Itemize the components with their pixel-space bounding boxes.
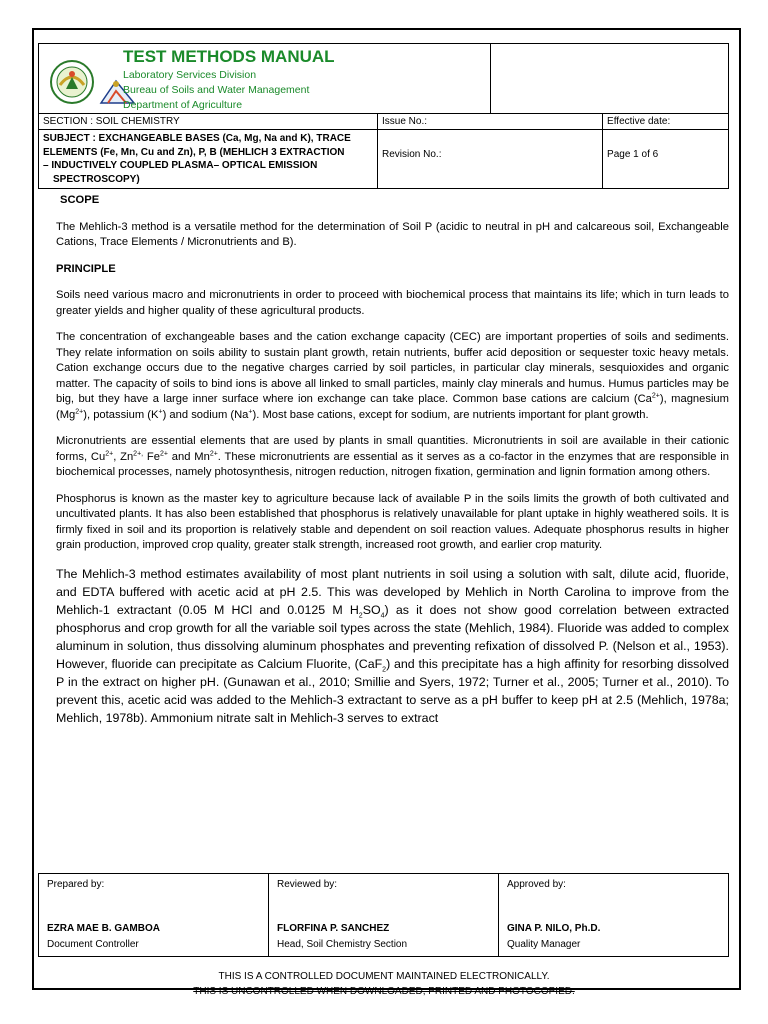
revision-no-cell xyxy=(378,130,603,189)
bureau-name: Bureau of Soils and Water Management xyxy=(123,84,310,96)
department-name: Department of Agriculture xyxy=(123,99,243,111)
subject-line-3: – INDUCTIVELY COUPLED PLASMA– OPTICAL EMISSION xyxy=(43,160,318,171)
subject-line-4: SPECTROSCOPY) xyxy=(53,173,140,185)
prepared-by-cell xyxy=(39,874,269,957)
prepared-by-role: Document Controller xyxy=(47,939,139,950)
header-blank-cell xyxy=(490,44,728,114)
paragraph-3: Micronutrients are essential elements that are used by plants in small quantities. Micronutrients in soil are available in their cationic forms, $Cu^{2+}$, $Zn^{2+,}$ $Fe^{2+}$ and $Mn^{2+}$. These micronutrients are essential as it serves as a co-factor in the enzymes that are responsible in biochemical processes, namely photosynthesis, nitrogen reduction, nitrogen fixation, germination and lignin formation among others. xyxy=(56,435,729,478)
section-cell: SECTION : SOIL CHEMISTRY xyxy=(39,114,378,130)
revision-no-label: Revision No.: xyxy=(382,149,442,160)
subject-line-2: ELEMENTS (Fe, Mn, Cu and Zn), P, B (MEHLICH 3 EXTRACTION xyxy=(43,146,345,158)
subject-line-1: SUBJECT : EXCHANGEABLE BASES (Ca, Mg, Na and K), TRACE xyxy=(43,133,351,144)
scope-paragraph: The Mehlich-3 method is a versatile method for the determination of Soil P (acidic to neutral in pH and calcareous soil, Exchangeable Cations, Trace Elements / Micronutrients and B). xyxy=(56,220,729,248)
principle-heading: PRINCIPLE xyxy=(56,262,116,275)
subject-cell xyxy=(39,130,378,189)
page-number: Page 1 of 6 xyxy=(607,149,659,160)
uncontrolled-document-notice: THIS IS UNCONTROLLED WHEN DOWNLOADED, PRINTED AND PHOTOCOPIED. xyxy=(193,986,575,997)
approved-by-label: Approved by: xyxy=(507,879,566,890)
approved-by-role: Quality Manager xyxy=(507,939,581,950)
controlled-document-notice: THIS IS A CONTROLLED DOCUMENT MAINTAINED ELECTRONICALLY. xyxy=(218,971,550,982)
document-body xyxy=(56,193,729,727)
prepared-by-name: EZRA MAE B. GAMBOA xyxy=(47,923,160,934)
reviewed-by-label: Reviewed by: xyxy=(277,879,338,890)
paragraph-5: The Mehlich-3 method estimates availability of most plant nutrients in soil using a solution with salt, dilute acid, fluoride, and EDTA buffered with acetic acid at pH 2.5. This was developed by Mehlich in North Carolina to improve from the Mehlich-1 extractant (0.05 M HCl and 0.0125 M $H_2SO_4$) as it does not show good correlation between extracted phosphorus and crop growth for all the variable soil types across the state (Mehlich, 1984). Fluoride was added to complex aluminum in solution, thus dissolving aluminum phosphates and preventing refixation of dissolved P. (Nelson et al., 1953). However, fluoride can precipitate as Calcium Fluorite, (CaF$_2$) and this precipitate has a high affinity for resorbing dissolved P in the extract on higher pH. (Gunawan et al., 2010; Smillie and Syers, 1972; Turner et al., 2005; Turner et al., 2010). To prevent this, acetic acid was added to the Mehlich-3 extractant to serve as a pH buffer to keep pH at 2.5 (Mehlich, 1978a; Mehlich, 1978b). Ammonium nitrate salt in Mehlich-3 serves to extract xyxy=(56,566,729,725)
paragraph-1: Soils need various macro and micronutrients in order to proceed with biochemical process that maintains its life; which in turn leads to greater yields and higher quality of these agricultural products. xyxy=(56,289,729,317)
document-header-table xyxy=(38,43,729,189)
approved-by-cell xyxy=(499,874,729,957)
approved-by-name: GINA P. NILO, Ph.D. xyxy=(507,923,601,934)
page-number-cell xyxy=(603,130,729,189)
effective-date-cell: Effective date: xyxy=(603,114,729,130)
prepared-by-label: Prepared by: xyxy=(47,879,105,890)
brand-cell xyxy=(39,44,491,114)
reviewed-by-cell xyxy=(269,874,499,957)
manual-title: TEST METHODS MANUAL xyxy=(123,47,335,66)
paragraph-2: The concentration of exchangeable bases and the cation exchange capacity (CEC) are important properties of soils and sediments. They relate information on soils ability to sustain plant growth, retain nutrients, buffer acid deposition or sequester toxic heavy metals. Cation exchange occurs due to the negative charges carried by soil particles, in particular clay minerals, sesquioxides and organic matter. The capacity of soils to bind ions is above all linked to small particles, mainly clay minerals and humus. Humus particles may be big, but they have a large inner surface where ion exchange can take place. Common base cations are calcium $(Ca^{2+})$, magnesium $(Mg^{2+})$, potassium (K+) and sodium (Na+). Most base cations, except for sodium, are nutrients important for plant growth. xyxy=(56,331,729,421)
reviewed-by-name: FLORFINA P. SANCHEZ xyxy=(277,923,390,934)
brand-text xyxy=(123,46,335,113)
scope-heading: SCOPE xyxy=(60,194,100,206)
division-name: Laboratory Services Division xyxy=(123,69,257,81)
issue-no-cell: Issue No.: xyxy=(378,114,603,130)
reviewed-by-role: Head, Soil Chemistry Section xyxy=(277,939,408,950)
paragraph-4: Phosphorus is known as the master key to agriculture because lack of available P in the soils limits the growth of both cultivated and uncultivated plants. It has also been established that phosphorus is relatively unavailable for plant uptake in highly weathered soils. It is firmly fixed in soil and its proportion is relatively stable and dependent on soil reaction values. Adequate phosphorus results in higher grain production, improved crop quality, greater stalk strength, increased root growth, and earlier crop maturity. xyxy=(56,492,729,551)
approval-table xyxy=(38,873,729,957)
